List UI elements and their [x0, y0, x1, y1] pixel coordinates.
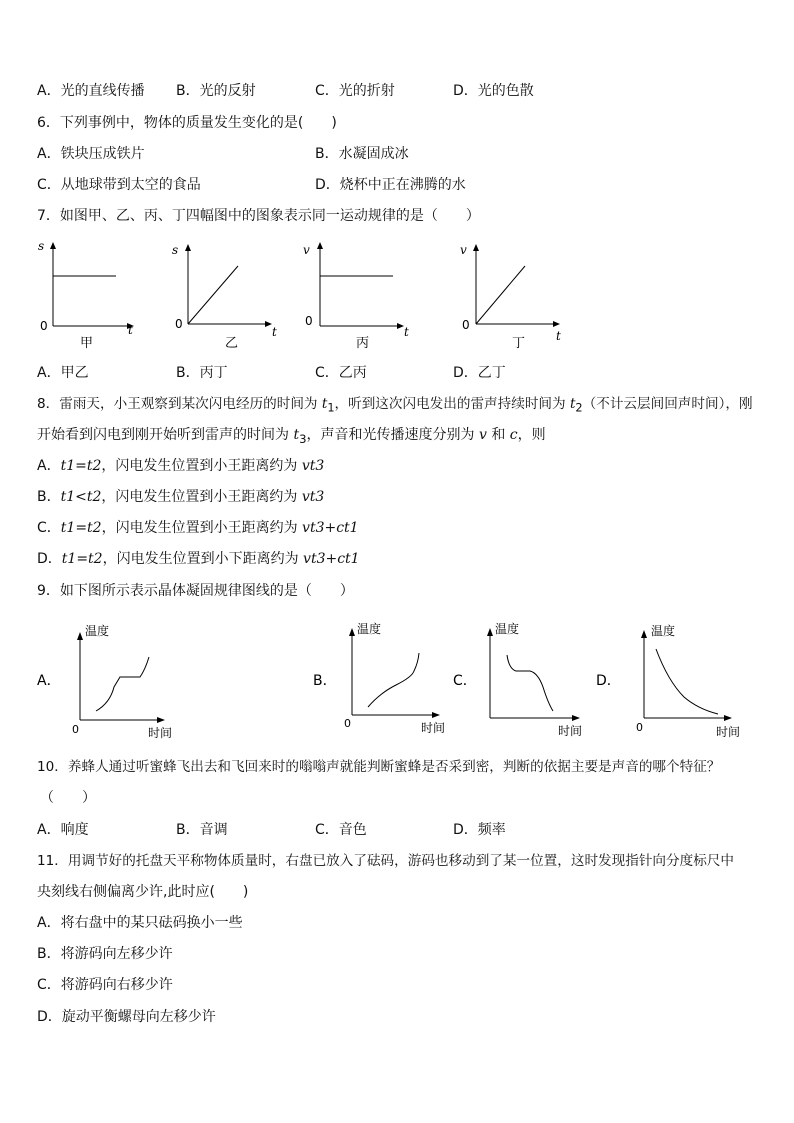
q8-a-prefix: A．: [37, 458, 61, 474]
q7-ding-curve: [476, 266, 525, 324]
q9-a-xlabel: 时间: [148, 726, 173, 740]
q8-t2: t: [569, 396, 576, 412]
q9-graph-d: [596, 623, 740, 739]
q8-stem1-text-a: 8．雷雨天，小王观察到某次闪电经历的时间为: [37, 396, 322, 412]
q8-stem-line1: [37, 395, 753, 417]
q9-a-letter: A．: [37, 673, 61, 689]
q7-graph-jia: [38, 239, 134, 351]
q6-stem: 6．下列事例中，物体的质量发生变化的是( ): [37, 115, 337, 131]
q9-d-curve: [656, 649, 718, 714]
q9-b-origin: 0: [344, 717, 351, 730]
q8-stem1-text-b: ，听到这次闪电发出的雷声持续时间为: [334, 396, 570, 412]
q7-jia-origin: 0: [40, 319, 48, 333]
q5-option-d: D．光的色散: [453, 83, 534, 99]
q11-stem-line1: 11．用调节好的托盘天平称物体质量时，右盘已放入了砝码，游码也移动到了某一位置，这时发现指针向分度标尺中: [37, 853, 734, 869]
q9-c-curve: [507, 655, 553, 711]
q8-option-d: [37, 550, 360, 568]
q9-graph-c: [453, 621, 582, 738]
q11-option-b: B．将游码向左移少许: [37, 946, 173, 962]
q8-d-relation: t1=t2: [61, 551, 103, 567]
q7-bing-label: 丙: [356, 336, 370, 351]
q7-option-d: D．乙丁: [453, 365, 506, 381]
q9-b-ylabel: 温度: [357, 622, 382, 636]
q6-option-b: B．水凝固成冰: [315, 146, 409, 162]
q8-stem2-text-a: 开始看到闪电到刚开始听到雷声的时间为: [37, 427, 294, 443]
q7-ding-xlabel: t: [556, 329, 561, 343]
q5-option-c: C．光的折射: [315, 83, 395, 99]
q7-yi-ylabel: s: [172, 243, 179, 257]
q10-option-b: B．音调: [176, 822, 228, 838]
q7-stem: 7．如图甲、乙、丙、丁四幅图中的图象表示同一运动规律的是（ ）: [37, 208, 480, 224]
q9-c-ylabel: 温度: [495, 622, 520, 636]
q7-yi-origin: 0: [175, 317, 183, 331]
q10-option-a: A．响度: [37, 822, 89, 838]
q9-a-origin: 0: [72, 723, 79, 736]
q10-stem: 10．养蜂人通过听蜜蜂飞出去和飞回来时的嗡嗡声就能判断蜜蜂是否采到密，判断的依据主要是声音的哪个特征？: [37, 759, 721, 775]
q9-d-letter: D．: [596, 673, 621, 689]
q9-figures: [0, 615, 794, 745]
q8-stem2-text-b: ，声音和光传播速度分别为: [306, 427, 479, 443]
q7-jia-label: 甲: [80, 336, 94, 351]
q9-a-ylabel: 温度: [85, 624, 110, 638]
q7-yi-curve: [188, 266, 238, 324]
q11-option-d: D．旋动平衡螺母向左移少许: [37, 1009, 216, 1025]
q8-c: c: [509, 427, 518, 443]
q5-option-a: A．光的直线传播: [37, 83, 145, 99]
q11-option-a: A．将右盘中的某只砝码换小一些: [37, 915, 243, 931]
q5-option-b: B．光的反射: [176, 83, 256, 99]
q11-option-c: C．将游码向右移少许: [37, 977, 173, 993]
q6-option-d: D．烧杯中正在沸腾的水: [315, 177, 466, 193]
q8-option-a: [37, 457, 324, 475]
q7-ding-label: 丁: [512, 336, 526, 351]
q6-option-c: C．从地球带到太空的食品: [37, 177, 201, 193]
q7-bing-ylabel: v: [303, 243, 310, 257]
q8-d-prefix: D．: [37, 551, 62, 567]
q7-ding-origin: 0: [462, 318, 470, 332]
q9-b-curve: [368, 653, 419, 707]
q7-figures: [0, 236, 794, 356]
q7-yi-xlabel: t: [272, 325, 277, 339]
q9-d-xlabel: 时间: [716, 725, 741, 739]
q9-stem: 9．如下图所示表示晶体凝固规律图线的是（ ）: [37, 583, 354, 599]
q9-d-origin: 0: [636, 721, 643, 734]
q8-t3: t: [293, 427, 300, 443]
q7-option-a: A．甲乙: [37, 365, 89, 381]
q8-b-prefix: B．: [37, 489, 61, 505]
q8-c-value: vt3+ct1: [302, 520, 359, 536]
q8-t1: t: [321, 396, 328, 412]
q8-c-relation: t1=t2: [60, 520, 102, 536]
q8-c-text: ，闪电发生位置到小王距离约为: [101, 520, 303, 536]
q7-yi-label: 乙: [225, 336, 239, 351]
q10-option-c: C．音色: [315, 822, 367, 838]
q7-ding-ylabel: v: [460, 243, 467, 257]
q9-a-curve: [96, 657, 149, 711]
q8-d-value: vt3+ct1: [303, 551, 360, 567]
q7-graph-ding: [460, 243, 561, 351]
q8-t2-sub: 2: [575, 400, 583, 415]
q7-bing-xlabel: t: [404, 325, 409, 339]
q7-graph-yi: [172, 243, 277, 351]
q8-b-value: vt3: [301, 489, 325, 505]
q9-c-letter: C．: [453, 673, 477, 689]
q7-option-c: C．乙丙: [315, 365, 367, 381]
q9-c-xlabel: 时间: [558, 724, 583, 738]
q7-option-b: B．丙丁: [176, 365, 228, 381]
q7-jia-xlabel: t: [128, 323, 133, 337]
q10-paren: （ ）: [40, 790, 96, 806]
q7-graph-bing: [303, 242, 409, 351]
q8-a-relation: t1=t2: [60, 458, 102, 474]
q9-graph-a: [37, 623, 172, 740]
q9-b-letter: B．: [313, 673, 337, 689]
q8-t3-sub: 3: [299, 431, 307, 446]
q8-d-text: ，闪电发生位置到小下距离约为: [102, 551, 304, 567]
q8-v: v: [478, 427, 487, 443]
q9-b-xlabel: 时间: [421, 721, 446, 735]
q8-a-text: ，闪电发生位置到小王距离约为: [101, 458, 302, 474]
q7-jia-ylabel: s: [38, 239, 45, 253]
q8-option-c: [37, 519, 359, 537]
q8-b-text: ，闪电发生位置到小王距离约为: [101, 489, 302, 505]
q9-graph-b: [313, 621, 445, 735]
q8-stem2-text-c: ，则: [517, 427, 546, 443]
q7-bing-origin: 0: [305, 314, 313, 328]
q8-stem-line2: [37, 426, 546, 448]
q8-a-value: vt3: [301, 458, 325, 474]
q8-b-relation: t1<t2: [60, 489, 102, 505]
q6-option-a: A．铁块压成铁片: [37, 146, 145, 162]
q8-option-b: [37, 488, 324, 506]
q10-option-d: D．频率: [453, 822, 506, 838]
q11-stem-line2: 央刻线右侧偏离少许,此时应( ): [37, 884, 249, 900]
q8-and: 和: [486, 427, 510, 443]
q9-d-ylabel: 温度: [651, 624, 676, 638]
q8-stem1-text-c: （不计云层间回声时间），刚: [582, 396, 753, 412]
q8-t1-sub: 1: [327, 400, 335, 415]
q8-c-prefix: C．: [37, 520, 61, 536]
